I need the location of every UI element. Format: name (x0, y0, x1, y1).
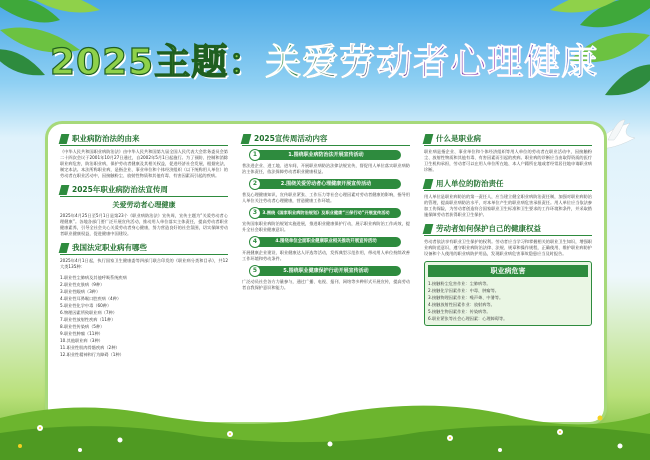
section-employer-text: 用人单位是职业病防治的第一责任人，应当建立健全职业病防治责任制，加强对职业病防治的管理，提高职业病防治水平，对本单位产生的职业病危害承担责任。用人单位应当依法参加工伤保险，为劳动者创造符合国家职业卫生标准和卫生要求的工作环境和条件，并采取措施保障劳动者获得职业卫生保护。 (424, 194, 592, 217)
disease-list (60, 274, 228, 358)
hazards-box-title: 职业病危害 (428, 265, 588, 277)
title-main: 关爱劳动者心理健康 (265, 42, 599, 83)
list-item: 3.接触物理因素作业：噪声聋、中暑等。 (428, 295, 504, 300)
activity-text-3: 宣传国家职业病防治规划实施进展，推进职业健康保护行动，展示职业病防治工作成效，提升全社会职业健康意识。 (242, 221, 410, 232)
activity-text-2: 普及心理健康知识，宣传职业紧张、工作压力等社会心理因素对劳动者健康的影响，指导用人单位关注劳动者心理健康，营造健康工作环境。 (242, 192, 410, 203)
list-item: 6.职业紧张等社会心理因素：心理障碍等。 (428, 316, 508, 321)
list-item: 4.职业性耳鼻喉口腔疾病（4种） (60, 296, 122, 301)
section-week-text: 2025年4月25日至5月1日是第23个《职业病防治法》宣传周，宣传主题为“关爱劳动者心理健康”。各地各部门要广泛开展宣传活动，推动用人单位落实主体责任，提高劳动者职业健康素养，引导全社会关心关爱劳动者身心健康，努力营造良好的社会氛围，切实保障劳动者职业健康权益，促进健康中国建设。 (60, 213, 228, 236)
activity-text-4: 开展健康企业建设、职业健康达人评选等活动，发挥典型示范作用，带动用人单位持续改善工作环境和劳动条件。 (242, 250, 410, 261)
list-item: 2.职业性皮肤病（9种） (60, 282, 105, 287)
section-origin-heading: 职业病防治法的由来 (60, 132, 228, 146)
list-item: 11.职业性肌肉骨骼疾病（2种） (60, 345, 120, 350)
column-left (60, 132, 228, 358)
column-right (424, 132, 592, 326)
list-item: 7.职业性放射性疾病（11种） (60, 317, 116, 322)
list-item: 5.职业性化学中毒（60种） (60, 303, 112, 308)
section-what-heading: 什么是职业病 (424, 132, 592, 146)
section-what-text: 职业病是指企业、事业单位和个体经济组织等用人单位的劳动者在职业活动中，因接触粉尘、放射性物质和其他有毒、有害因素而引起的疾病。职业病的诊断应当由取得资质的医疗卫生机构承担，劳动者可以在用人单位所在地、本人户籍所在地或者经常居住地申请职业病诊断。 (424, 149, 592, 172)
section-diseases-heading: 我国法定职业病有哪些 (60, 241, 228, 255)
list-item: 12.职业性精神和行为障碍（1种） (60, 352, 124, 357)
list-item: 1.职业性尘肺病及其他呼吸系统疾病 (60, 275, 127, 280)
list-item: 1.接触粉尘危害作业：尘肺病等。 (428, 281, 491, 286)
column-middle (242, 132, 410, 295)
list-item: 2.接触化学因素作业：中毒、肿瘤等。 (428, 288, 499, 293)
hazards-box (424, 261, 592, 326)
list-item: 6.物理因素所致职业病（7种） (60, 310, 117, 315)
activity-pill-5: 5 5.围绕职业健康保护行动开展宣传活动 (251, 266, 401, 276)
section-worker-text: 劳动者依法享有职业卫生保护的权利。劳动者应当学习和掌握相关的职业卫生知识，增强职业病防范意识，遵守职业病防治法律、法规、规章和操作规程，正确使用、维护职业病防护设备和个人使用的职业病防护用品，发现职业病危害事故隐患应当及时报告。 (424, 239, 592, 256)
section-week-subheading: 关爱劳动者心理健康 (112, 201, 176, 209)
title-year: 2025主题： (50, 42, 266, 83)
activity-pill-1: 1 1.围绕职业病防治法开展宣传活动 (251, 150, 401, 160)
activity-pill-4: 4 4.围绕单位全面职业健康职业相关推动开展宣传活动 (251, 237, 401, 247)
list-item: 9.职业性肿瘤（11种） (60, 331, 103, 336)
section-week-heading: 2025年职业病防治法宣传周 (60, 183, 228, 197)
grass-flowers-decoration (0, 388, 650, 460)
content-board (48, 124, 604, 422)
section-diseases-text: 2025年4月1日起，执行国家卫生健康委等四部门联合印发的《职业病分类和目录》，共12大类135种： (60, 258, 228, 269)
section-activities-heading: 2025宣传周活动内容 (242, 132, 410, 146)
activity-pill-3: 3 3.围绕《国家职业病防治规划》及职业健康“三保行动”开展宣传活动 (251, 208, 401, 218)
list-item: 3.职业性眼病（3种） (60, 289, 101, 294)
list-item: 10.其他职业病（3种） (60, 338, 103, 343)
list-item: 5.接触生物因素作业：传染病等。 (428, 309, 491, 314)
activity-pill-2: 2 2.围绕关爱劳动者心理健康开展宣传活动 (251, 179, 401, 189)
activity-text-5: 广泛动员社会各方力量参与，通过广播、电视、报刊、网络等多种形式开展宣传，提高劳动者自我保护意识和能力。 (242, 279, 410, 290)
section-employer-heading: 用人单位的防治责任 (424, 177, 592, 191)
section-worker-heading: 劳动者如何保护自己的健康权益 (424, 222, 592, 236)
list-item: 8.职业性传染病（5种） (60, 324, 105, 329)
list-item: 4.接触放射性因素作业：放射病等。 (428, 302, 495, 307)
section-origin-text: 《中华人民共和国职业病防治法》由中华人民共和国第九届全国人民代表大会常务委员会第二十四次会议于2001年10月27日通过，自2002年5月1日起施行。为了预防、控制和消除职业病危害，防治职业病，保护劳动者健康及其相关权益，促进经济社会发展，根据宪法，制定本法。本法所称职业病，是指企业、事业单位和个体经济组织（以下统称用人单位）的劳动者在职业活动中，因接触粉尘、放射性物质和其他有毒、有害因素而引起的疾病。 (60, 149, 228, 178)
poster-title (50, 34, 610, 82)
activity-text-1: 普法进企业、进工地、进车间，开展职业病防治法律法规宣传，督促用人单位落实职业病防治主体责任，依法保障劳动者职业健康权益。 (242, 163, 410, 174)
